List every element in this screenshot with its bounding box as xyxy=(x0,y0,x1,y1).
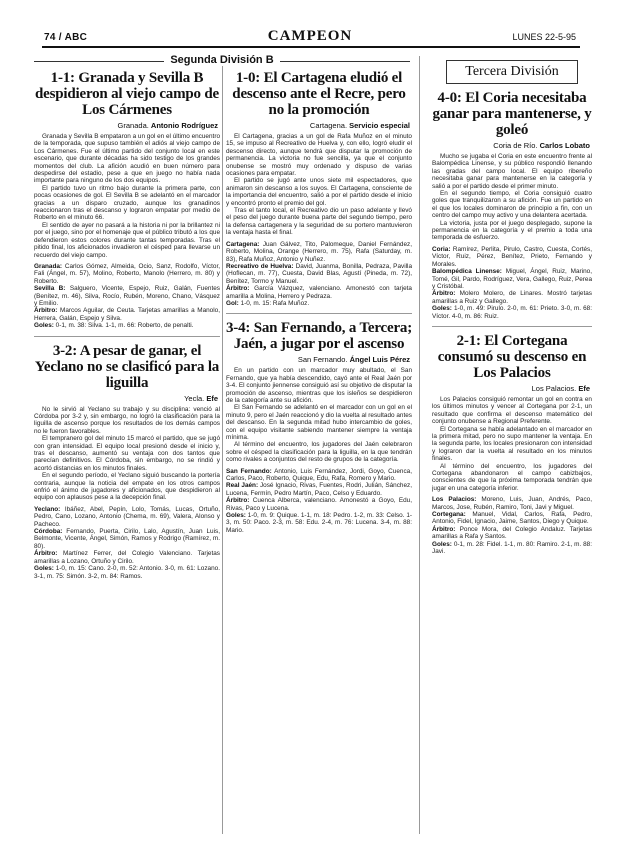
referee-fact: Árbitro: Molero Molero, de Linares. Mostró tarjetas amarillas a Ruiz y Gallego. xyxy=(432,290,592,305)
byline xyxy=(226,355,410,364)
referee-fact: Árbitro: Ponce Mora, del Colegio Andaluz. Tarjetas amarillas a Rafa y Santos. xyxy=(432,525,592,541)
headline: 2-1: El Cortegana consumó su descenso en Los Palacios xyxy=(437,332,587,381)
paragraph: No le sirvió al Yeclano su trabajo y su disciplina: venció al Córdoba por 3-2 y, sin embargo, no logró la clasificación para la liguilla de ascenso porque los resultados de los demás campos no le fueron favorables. xyxy=(34,405,220,435)
column-divider xyxy=(222,56,223,834)
lineup-fact: San Fernando: Antonio, Luis Fernández, Jordi, Goyo, Cuenca, Carlos, Paco, Roberto, Quique, Edu, Rafa, Romero y Mario. xyxy=(226,467,412,483)
byline-place: Cartagena. xyxy=(309,121,348,130)
referee-fact: Árbitro: García Vázquez, valenciano. Amonestó con tarjeta amarilla a Molina, Herrero y Pedraza. xyxy=(226,285,412,300)
paragraph: Al término del encuentro, los jugadores del Jaén celebraron sobre el césped la clasificación para la liguilla, en la que tendrán como rivales a conjuntos del resto de grupos de la categoría. xyxy=(226,441,412,464)
byline-author: Efe xyxy=(206,393,218,403)
column-3 xyxy=(432,50,592,840)
byline-place: Granada. xyxy=(117,121,149,130)
referee-fact: Árbitro: Cuenca Alberca, valenciano. Amonestó a Goyo, Edu, Rivas, Paco y Lucena. xyxy=(226,497,412,512)
article-divider xyxy=(226,313,412,314)
paragraph: El sentido de ayer no pasará a la historia ni por la brillantez ni por el juego, sino por el homenaje que el público tributó a los que defendieron estos colores durante tantas temporadas. Tras el pitido final, los aficionados invadieron el césped para llevarse un recuerdo del viejo campo. xyxy=(34,221,220,259)
byline xyxy=(226,121,410,130)
lineup-fact: Sevilla B: Salguero, Vicente, Espejo, Ruiz, Galán, Fuentes (Benítez, m. 46), Silva, Rocío, Rubén, Moreno, Chano, Vásquez y Emilio. xyxy=(34,285,220,307)
paragraph: El San Fernando se adelantó en el marcador con un gol en el minuto 9, pero el Jaén reaccionó y dio la vuelta al resultado antes del descanso. En la segunda mitad hubo intercambio de goles, con el equipo visitante sabiendo mantener siempre la ventaja mínima. xyxy=(226,404,412,441)
lineup-fact: Real Jaén: José Ignacio, Rivas, Fuentes, Rodri, Julián, Sánchez, Lucena, Fermín, Pedro Martín, Paco, Celso y Eduardo. xyxy=(226,482,412,497)
lineup-fact: Córdoba: Fernando, Puerta, Cirilo, Lalo, Agustín, Juan Luis, Belmonte, Vicente, Ángel, Simón, Ramos y Rodrigo (Ramírez, m. 80). xyxy=(34,528,220,550)
paragraph: Al término del encuentro, los jugadores del Cortegana abandonaron el campo cabizbajos, conscientes de que la próxima temporada tendrán que jugar en una categoría inferior. xyxy=(432,462,592,492)
headline: 1-0: El Cartagena eludió el descenso ante el Recre, pero no la promoción xyxy=(232,70,406,118)
paragraph: Granada y Sevilla B empataron a un gol en el último encuentro de la temporada, que supuso también el adiós al viejo campo de Los Cármenes. Fue el último partido del conjunto local en este escenario, que durante décadas ha sido testigo de los grandes momentos del club. La afición acudió en buen número para despedirse del estadio, pese a que en juego no había nada importante para ninguno de los dos equipos. xyxy=(34,133,220,185)
paragraph: El partido tuvo un ritmo bajo durante la primera parte, con pocas ocasiones de gol. El Sevilla B se adelantó en el marcador gracias a un disparo cruzado, aunque los granadinos reaccionaron tras el descanso y lograron empatar por medio de Roberto en el minuto 66. xyxy=(34,184,220,222)
section-banner-label: Segunda División B xyxy=(164,54,279,66)
column-divider xyxy=(419,56,420,834)
byline xyxy=(34,121,218,130)
paragraph: En el segundo período, el Yeclano siguió buscando la portería contraria, aunque la noticia del empate en los otros campos enfrió el ánimo de jugadores y aficionados, que despidieron al equipo con aplausos pese a la decepción final. xyxy=(34,472,220,502)
headline: 3-4: San Fernando, a Tercera; Jaén, a jugar por el ascenso xyxy=(226,320,412,353)
lineup-fact: Yeclano: Ibáñez, Abel, Pepín, Lolo, Tomás, Lucas, Ortuño, Pedro, Cano, Lozano, Antonio (Chema, m. 69), Valera, Alonso y Pacheco. xyxy=(34,505,220,528)
paragraph: El Cortegana se había adelantado en el marcador en la primera mitad, pero no supo mantener la ventaja. En la segunda parte, los locales presionaron con intensidad y lograron dar la vuelta al resultado en los minutos finales. xyxy=(432,425,592,463)
page-number: 74 / ABC xyxy=(44,32,88,43)
byline-author: Carlos Lobato xyxy=(539,141,590,150)
paragraph: El tempranero gol del minuto 15 marcó el partido, que se jugó con gran intensidad. El equipo local presionó desde el inicio y, tras el descanso, aumentó su ventaja con dos tantos que parecían definitivos. El Córdoba, sin embargo, no se rindió y acortó distancias en los minutos finales. xyxy=(34,435,220,472)
article-divider xyxy=(34,336,220,337)
headline: 1-1: Granada y Sevilla B despidieron al viejo campo de Los Cármenes xyxy=(35,70,219,118)
lineup-fact: Cartagena: Juan Gálvez, Tito, Palomeque, Daniel Fernández, Roberto, Molina, Orange (Herrero, m. 75), Rafa (Saturday, m. 83), Rafa Muñoz, Antonio y Nuñez. xyxy=(226,240,412,263)
paragraph: En un partido con un marcador muy abultado, el San Fernando, que ya había descendido, cayó ante el Real Jaén por 3-4. El conjunto jiennense consiguió así su objetivo de disputar la promoción de ascenso, mientras que los isleños se despidieron de la categoría ante su afición. xyxy=(226,367,412,404)
byline xyxy=(432,141,590,150)
paragraph: Tras el tanto local, el Recreativo dio un paso adelante y llevó el peso del juego durante buena parte del segundo tiempo, pero la defensa cartagenera y la seguridad de su portero mantuvieron la ventaja hasta el final. xyxy=(226,207,412,237)
article-divider xyxy=(432,326,592,327)
goals-fact: Goles: 0-1, m. 38: Silva. 1-1, m. 66: Roberto, de penalti. xyxy=(34,322,194,330)
tercera-division-box: Tercera División xyxy=(446,60,578,84)
byline-author: Efe xyxy=(578,383,590,393)
lineup-fact: Coria: Ramírez, Perlita, Pirulo, Castro, Cuesta, Cortés, Víctor, Ruiz, Pérez, Benítez, Prieto, Fernando y Morales. xyxy=(432,245,592,268)
goals-fact: Goles: 1-0, m. 15: Cano. 2-0, m. 52: Antonio. 3-0, m. 61: Lozano. 3-1, m. 75: Simón. 3-2, m. 84: Ramos. xyxy=(34,565,220,580)
paragraph: Los Palacios consiguió remontar un gol en contra en los últimos minutos y vencer al Cortegana por 2-1, un resultado que confirma el descenso matemático del conjunto onubense a Regional Preferente. xyxy=(432,395,592,426)
lineup-fact: Recreativo de Huelva: David, Juanma, Bonilla, Pedraza, Pavilla (Hoflecan, m. 77), Cuesta, David Blas, Agustí (Pineda, m. 72), Benítez, Tormo y Manuel. xyxy=(226,262,412,285)
columns xyxy=(34,50,592,840)
headline: 3-2: A pesar de ganar, el Yeclano no se clasificó para la liguilla xyxy=(34,342,220,391)
byline xyxy=(34,394,218,403)
byline xyxy=(432,384,590,393)
headline: 4-0: El Coria necesitaba ganar para mantenerse, y goleó xyxy=(432,90,592,138)
byline-place: Los Palacios. xyxy=(531,383,577,393)
referee-fact: Árbitro: Marcos Aguilar, de Ceuta. Tarjetas amarillas a Manolo, Herrera, Galán, Espejo y Silva. xyxy=(34,307,220,322)
byline-place: Yecla. xyxy=(184,393,205,403)
section-title: CAMPEON xyxy=(267,28,353,44)
goals-fact: Goles: 1-0, m. 9: Quique. 1-1, m. 18: Pedro. 1-2, m. 33: Celso. 1-3, m. 50: Paco. 2-3, m. 58: Edu. 2-4, m. 76: Lucena. 3-4, m. 88: Mario. xyxy=(226,512,412,534)
byline-author: Ángel Luis Pérez xyxy=(349,355,410,365)
issue-date: LUNES 22-5-95 xyxy=(512,32,576,42)
goals-fact: Goles: 1-0, m. 49: Pirulo. 2-0, m. 61: Prieto. 3-0, m. 68: Víctor. 4-0, m. 86: Ruiz. xyxy=(432,305,592,320)
goals-fact: Goles: 0-1, m. 28: Fidel. 1-1, m. 80: Ramiro. 2-1, m. 88: Javi. xyxy=(432,540,592,556)
referee-fact: Árbitro: Martínez Ferrer, del Colegio Valenciano. Tarjetas amarillas a Lozano, Ortuño y Cirilo. xyxy=(34,550,220,565)
byline-place: Coria de Río. xyxy=(493,141,538,150)
lineup-fact: Cortegana: Manuel, Vidal, Carlos, Rafa, Pedro, Antonio, Fidel, Ignacio, Jaime, Santos, Diego y Quique. xyxy=(432,511,592,526)
paragraph: Mucho se jugaba el Coria en este encuentro frente al Balompédica Linense, y su público respondió llenando las gradas del campo local. El equipo ribereño necesitaba ganar para mantenerse en la categoría y salió a por el partido desde el primer minuto. xyxy=(432,153,592,190)
paragraph: La victoria, justa por el juego desplegado, supone la permanencia en la categoría y el premio a toda una temporada de esfuerzo. xyxy=(432,219,592,242)
byline-author: Antonio Rodríguez xyxy=(150,121,218,130)
paragraph: El partido se jugó ante unos siete mil espectadores, que animaron sin descanso a los suyos. El Cartagena, consciente de la importancia del encuentro, salió a por el partido desde el inicio y encontró pronto el premio del gol. xyxy=(226,177,412,207)
paragraph: El Cartagena, gracias a un gol de Rafa Muñoz en el minuto 15, se impuso al Recreativo de Huelva y, con ello, logró eludir el descenso directo, aunque tendrá que disputar la promoción de permanencia. La victoria no fue sencilla, ya que el conjunto onubense se mostró muy ordenado y dispuso de varias ocasiones para empatar. xyxy=(226,133,412,178)
lineup-fact: Granada: Carlos Gómez, Almeida, Ocio, Sanz, Rodolfo, Víctor, Fali (Ángel, m. 57), Molino, Roberto, Manolo (Herrero, m. 80) y Roberto. xyxy=(34,262,220,285)
byline-author: Servicio especial xyxy=(349,121,410,130)
lineup-fact: Los Palacios: Moreno, Luis, Juan, Andrés, Paco, Marcos, Jose, Rubén, Ramiro, Toni, Javi y Miguel. xyxy=(432,496,592,511)
byline-place: San Fernando. xyxy=(297,355,348,365)
lineup-fact: Balompédica Linense: Miguel, Ángel, Ruiz, Marino, Tomé, Gil, Pardo, Rodríguez, Vera, Gallego, Ruiz, Perea y Cristóbal. xyxy=(432,268,592,290)
paragraph: En el segundo tiempo, el Coria consiguió cuatro goles que tranquilizaron a su afición. Fue un partido en el que los locales dominaron de principio a fin, con un centro del campo muy activo y una delantera acertada. xyxy=(432,190,592,220)
column-1 xyxy=(34,50,220,840)
goals-fact: Gol: 1-0, m. 15: Rafa Muñoz. xyxy=(226,299,310,307)
header-rule xyxy=(42,46,580,48)
column-2 xyxy=(226,50,412,840)
